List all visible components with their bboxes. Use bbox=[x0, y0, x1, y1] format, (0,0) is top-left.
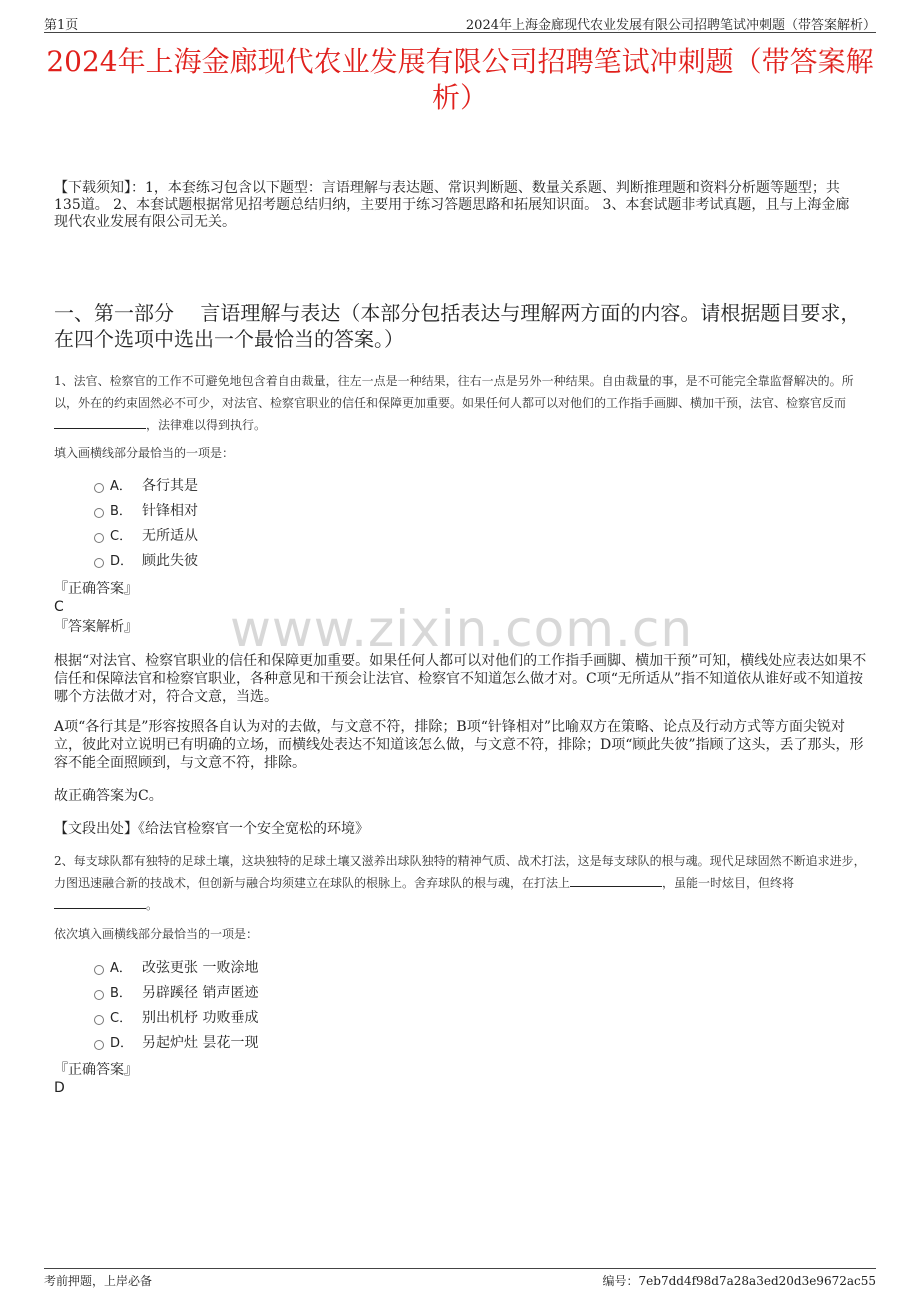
question-1-prompt: 填入画横线部分最恰当的一项是： bbox=[54, 446, 235, 460]
radio-icon[interactable] bbox=[94, 990, 104, 1000]
footer-doc-id: 编号：7eb7dd4f98d7a28a3ed20d3e9672ac55 bbox=[602, 1274, 876, 1288]
question-2-stem-end: 。 bbox=[146, 898, 159, 912]
question-1-answer: C bbox=[54, 599, 64, 615]
radio-icon[interactable] bbox=[94, 1015, 104, 1025]
answer-blank bbox=[570, 874, 662, 887]
question-1-analysis-p3: 故正确答案为C。 bbox=[54, 788, 163, 804]
question-2-answer: D bbox=[54, 1080, 65, 1096]
question-2-prompt: 依次填入画横线部分最恰当的一项是： bbox=[54, 927, 259, 941]
question-1-answer-label: 『正确答案』 bbox=[54, 581, 138, 597]
question-1-stem-text: 1、法官、检察官的工作不可避免地包含着自由裁量，往左一点是一种结果，往右一点是另外一种结果。自由裁量的事，是不可能完全靠监督解决的。所以，外在的约束固然必不可少，对法官、检察官职业的信任和保障更加重要。如果任何人都可以对他们的工作指手画脚、横加干预，法官、检察官反而 bbox=[54, 374, 854, 410]
question-1-source: 【文段出处】《给法官检察官一个安全宽松的环境》 bbox=[54, 821, 369, 837]
question-1-option-c[interactable]: C． 无所适从 bbox=[94, 527, 198, 545]
question-2-option-a[interactable]: A． 改弦更张 一败涂地 bbox=[94, 959, 258, 977]
page-header bbox=[44, 12, 876, 33]
question-1-analysis-p1: 根据“对法官、检察官职业的信任和保障更加重要。如果任何人都可以对他们的工作指手画脚、横加干预”可知，横线处应表达如果不信任和保障法官和检察官职业，各种意见和干预会让法官、检察官不知道怎么做才对。C项“无所适从”指不知道依从谁好或不知道按哪个方法做才对，符合文意，当选。 bbox=[54, 653, 867, 705]
radio-icon[interactable] bbox=[94, 965, 104, 975]
header-doc-title: 2024年上海金廊现代农业发展有限公司招聘笔试冲刺题（带答案解析） bbox=[465, 18, 876, 33]
question-2-stem-text: 2、每支球队都有独特的足球土壤，这块独特的足球土壤又滋养出球队独特的精神气质、战术打法，这是每支球队的根与魂。现代足球固然不断追求进步，力图迅速融合新的技战术，但创新与融合均须建立在球队的根脉上。舍弃球队的根与魂，在打法上 bbox=[54, 854, 866, 890]
question-2-option-d[interactable]: D． 另起炉灶 昙花一现 bbox=[94, 1034, 258, 1052]
question-1-stem bbox=[54, 370, 870, 436]
footer-slogan: 考前押题，上岸必备 bbox=[44, 1274, 153, 1288]
question-1-option-d[interactable]: D． 顾此失彼 bbox=[94, 552, 198, 570]
download-notice: 【下载须知】：1，本套练习包含以下题型：言语理解与表达题、常识判断题、数量关系题、判断推理题和资料分析题等题型；共135道。 2、本套试题根据常见招考题总结归纳，主要用于练习答题思路和拓展知识面。 3、本套试题非考试真题，且与上海金廊现代农业发展有限公司无关。 bbox=[54, 180, 850, 230]
radio-icon[interactable] bbox=[94, 558, 104, 568]
question-1-stem-end: ，法律难以得到执行。 bbox=[146, 418, 267, 432]
question-2-option-b[interactable]: B． 另辟蹊径 销声匿迹 bbox=[94, 984, 258, 1002]
answer-blank bbox=[54, 416, 146, 429]
radio-icon[interactable] bbox=[94, 533, 104, 543]
page-number: 第1页 bbox=[44, 18, 79, 33]
question-1-analysis-p2: A项“各行其是”形容按照各自认为对的去做，与文意不符，排除；B项“针锋相对”比喻双方在策略、论点及行动方式等方面尖锐对立，彼此对立说明已有明确的立场，而横线处表达不知道该怎么做，与文意不符，排除；D项“顾此失彼”指顾了这头，丢了那头，形容不能全面照顾到，与文意不符，排除。 bbox=[54, 719, 864, 771]
question-2-answer-label: 『正确答案』 bbox=[54, 1062, 138, 1078]
question-1-option-b[interactable]: B． 针锋相对 bbox=[94, 502, 198, 520]
question-2-stem-mid: ，虽能一时炫目，但终将 bbox=[662, 876, 795, 890]
radio-icon[interactable] bbox=[94, 1040, 104, 1050]
document-title: 2024年上海金廊现代农业发展有限公司招聘笔试冲刺题（带答案解析） bbox=[46, 45, 874, 114]
section-heading: 一、第一部分 言语理解与表达（本部分包括表达与理解两方面的内容。请根据题目要求，在四个选项中选出一个最恰当的答案。） bbox=[54, 301, 861, 351]
page-footer bbox=[44, 1268, 876, 1288]
radio-icon[interactable] bbox=[94, 483, 104, 493]
watermark: www.zixin.com.cn bbox=[230, 600, 694, 658]
answer-blank bbox=[54, 896, 146, 909]
question-2-option-c[interactable]: C． 别出机杼 功败垂成 bbox=[94, 1009, 258, 1027]
question-1-analysis-label: 『答案解析』 bbox=[54, 619, 138, 635]
question-2-stem bbox=[54, 850, 870, 916]
radio-icon[interactable] bbox=[94, 508, 104, 518]
question-1-option-a[interactable]: A． 各行其是 bbox=[94, 477, 198, 495]
